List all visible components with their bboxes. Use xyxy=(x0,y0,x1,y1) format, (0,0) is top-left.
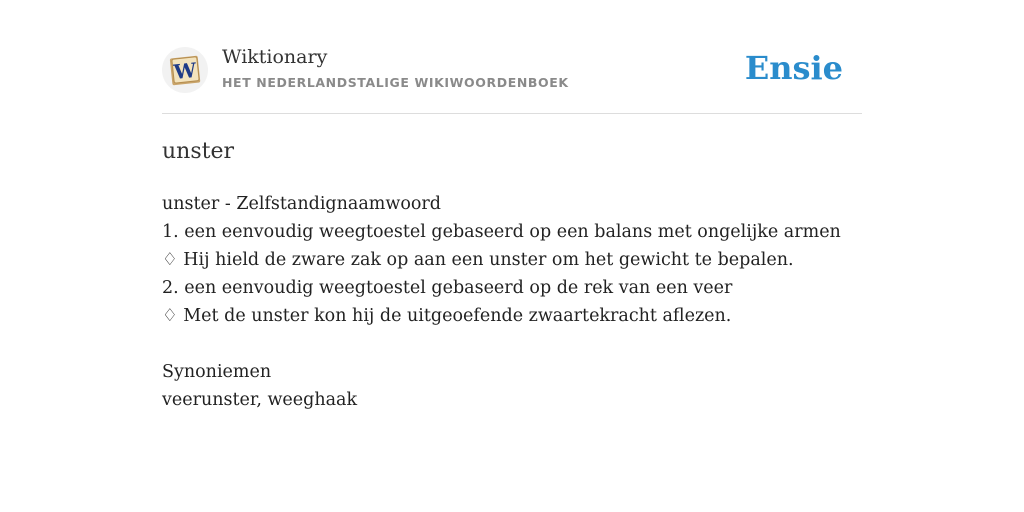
definition-block xyxy=(162,190,841,414)
ensie-brand-link[interactable]: Ensie xyxy=(744,49,843,87)
entry-heading: unster - Zelfstandignaamwoord xyxy=(162,194,441,214)
synonyms-list: veerunster, weeghaak xyxy=(162,390,358,410)
sense-definition: 1. een eenvoudig weegtoestel gebaseerd op een balans met ongelijke armen xyxy=(162,222,841,242)
site-subtitle: HET NEDERLANDSTALIGE WIKIWOORDENBOEK xyxy=(222,75,569,90)
spacer xyxy=(162,330,841,358)
synonyms-label: Synoniemen xyxy=(162,362,272,382)
wiktionary-logo-icon[interactable] xyxy=(162,47,208,93)
page-title: unster xyxy=(162,139,235,164)
site-header xyxy=(162,44,862,114)
svg-text:W: W xyxy=(172,57,198,85)
page-container xyxy=(162,44,862,410)
site-title[interactable]: Wiktionary xyxy=(222,46,328,68)
sense-example: ♢ Met de unster kon hij de uitgeoefende zwaartekracht aflezen. xyxy=(162,306,732,326)
sense-example: ♢ Hij hield de zware zak op aan een unster om het gewicht te bepalen. xyxy=(162,250,794,270)
sense-definition: 2. een eenvoudig weegtoestel gebaseerd op de rek van een veer xyxy=(162,278,733,298)
